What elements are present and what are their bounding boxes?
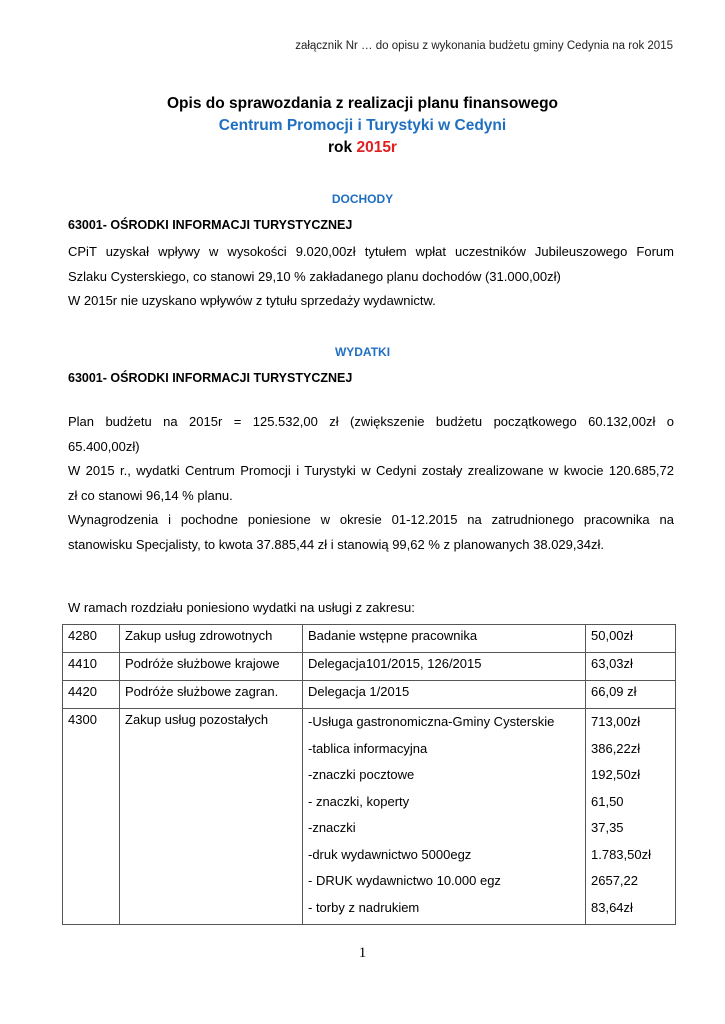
cell-item: Delegacja 1/2015 [303,681,586,709]
sub-item: -tablica informacyjna [308,740,428,756]
wydatki-line: 65.400,00zł) [68,438,140,454]
cell-amount: 66,09 zł [586,681,676,709]
sub-item: -druk wydawnictwo 5000egz [308,846,472,862]
sub-item: -Usługa gastronomiczna-Gminy Cysterskie [308,714,555,729]
sub-item: -znaczki pocztowe [308,767,415,782]
sub-amount: 386,22zł [591,740,641,756]
sub-amount: 2657,22 [591,873,638,888]
cell-category: Podróże służbowe zagran. [120,681,303,709]
cell-category: Zakup usług pozostałych [120,709,303,925]
table-intro: W ramach rozdziału poniesiono wydatki na usługi z zakresu: [68,600,415,615]
cell-code: 4280 [63,625,120,653]
wydatki-label: WYDATKI [334,345,391,359]
sub-amount: 37,35 [591,820,624,835]
sub-item: - DRUK wydawnictwo 10.000 egz [308,873,501,888]
cell-amount: 63,03zł [586,653,676,681]
title-line-1: Opis do sprawozdania z realizacji planu finansowego [166,95,559,112]
sub-item: - znaczki, koperty [308,793,410,809]
wydatki-line: zł co stanowi 96,14 % planu. [68,487,233,503]
wydatki-line: Plan budżetu na 2015r = 125.532,00 zł (zwiększenie budżetu początkowego 60.132,00zł o [68,414,674,429]
table-row [63,625,676,653]
title-line-2: Centrum Promocji i Turystyki w Cedyni [218,117,507,134]
cell-category: Podróże służbowe krajowe [120,653,303,681]
dochody-label: DOCHODY [331,192,394,206]
dochody-paragraph [68,240,674,314]
wydatki-line: W 2015 r., wydatki Centrum Promocji i Turystyki w Cedyni zostały zrealizowane w kwocie 120.685,72 [68,463,674,478]
dochody-line: W 2015r nie uzyskano wpływów z tytułu sprzedaży wydawnictw. [68,293,436,308]
wydatki-line: Wynagrodzenia i pochodne poniesione w okresie 01-12.2015 na zatrudnionego pracownika na [68,512,674,527]
page-number: 1 [358,945,367,961]
wydatki-heading: 63001- OŚRODKI INFORMACJI TURYSTYCZNEJ [68,371,353,385]
sub-amount: 192,50zł [591,767,641,782]
cell-code: 4420 [63,681,120,709]
cell-code: 4410 [63,653,120,681]
table-row [63,709,676,925]
sub-amount: 83,64zł [591,899,633,915]
dochody-line: CPiT uzyskał wpływy w wysokości 9.020,00zł tytułem wpłat uczestników Jubileuszowego Forum [68,244,674,259]
title-year: 2015r [356,139,397,156]
wydatki-paragraph [68,410,674,557]
document-title [0,93,725,159]
cell-item: Badanie wstępne pracownika [303,625,586,653]
dochody-line: Szlaku Cysterskiego, co stanowi 29,10 % zakładanego planu dochodów (31.000,00zł) [68,268,561,284]
title-line-3 [0,137,725,159]
sub-item: - torby z nadrukiem [308,899,420,915]
sub-item: -znaczki [308,820,356,835]
expense-table [62,624,676,925]
table-row [63,681,676,709]
header-note: załącznik Nr … do opisu z wykonania budżetu gminy Cedynia na rok 2015 [295,40,673,52]
sub-amount: 61,50 [591,793,624,809]
sub-amount: 713,00zł [591,714,641,729]
cell-items [303,709,586,925]
dochody-heading: 63001- OŚRODKI INFORMACJI TURYSTYCZNEJ [68,218,353,232]
cell-category: Zakup usług zdrowotnych [120,625,303,653]
title-year-prefix: rok [328,139,357,156]
table-row [63,653,676,681]
sub-amount: 1.783,50zł [591,846,651,862]
cell-item: Delegacja101/2015, 126/2015 [303,653,586,681]
cell-amounts [586,709,676,925]
cell-amount: 50,00zł [586,625,676,653]
wydatki-line: stanowisku Specjalisty, to kwota 37.885,44 zł i stanowią 99,62 % z planowanych 38.029,34zł. [68,536,604,552]
cell-code: 4300 [63,709,120,925]
